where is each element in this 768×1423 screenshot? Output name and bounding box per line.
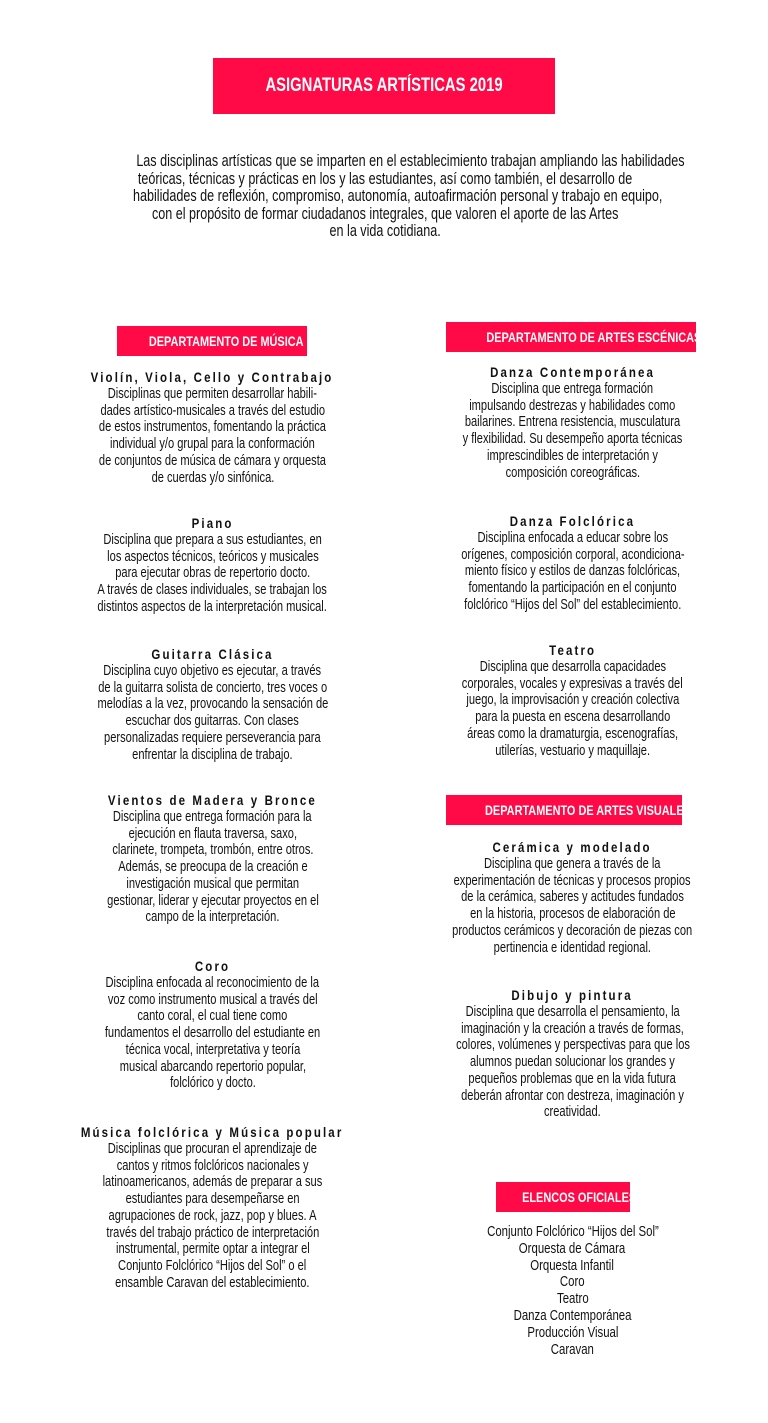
description-line: en la historia, procesos de elaboración de bbox=[469, 905, 676, 923]
description-line: Disciplinas que procuran el aprendizaje de bbox=[107, 1140, 318, 1157]
discipline-description bbox=[40, 532, 385, 616]
description-line: folclórico “Hijos del Sol” del establecimiento. bbox=[463, 595, 682, 613]
discipline-title bbox=[40, 1124, 385, 1141]
description-line: colores, volúmenes y perspectivas para que los bbox=[455, 1036, 690, 1054]
description-line: de la cerámica, saberes y actitudes fundados bbox=[461, 888, 684, 906]
discipline-title-text: Música folclórica y Música popular bbox=[81, 1124, 344, 1140]
description-line: Disciplina que entrega formación bbox=[491, 380, 654, 397]
intro-line bbox=[40, 187, 730, 205]
ensembles-label-text: ELENCOS OFICIALES bbox=[522, 1189, 637, 1205]
discipline-description bbox=[400, 659, 745, 759]
discipline-title bbox=[40, 646, 385, 663]
department-visual-label-text: DEPARTAMENTO DE ARTES VISUALES bbox=[485, 802, 691, 818]
ensemble-item bbox=[400, 1342, 745, 1359]
description-line: Disciplina que desarrolla capacidades bbox=[479, 658, 666, 675]
page-title-text: ASIGNATURAS ARTÍSTICAS 2019 bbox=[265, 75, 503, 96]
description-line: latinoamericanos, además de preparar a sus bbox=[102, 1173, 323, 1191]
intro-line-text: habilidades de reflexión, compromiso, autonomía, autoafirmación personal y trabajo en equipo, bbox=[132, 186, 663, 205]
ensembles-list bbox=[400, 1224, 745, 1358]
description-line: composición coreográficas. bbox=[505, 463, 640, 481]
description-line: gestionar, liderar y ejecutar proyectos en el bbox=[106, 891, 319, 909]
description-line: productos cerámicos y decoración de piezas con bbox=[452, 921, 693, 939]
description-line: deberán afrontar con destreza, imaginación y bbox=[461, 1086, 684, 1104]
discipline-music bbox=[40, 369, 385, 486]
discipline-title bbox=[400, 642, 745, 659]
description-line: fomentando la participación en el conjunto bbox=[468, 579, 677, 597]
discipline-title bbox=[40, 792, 385, 809]
discipline-music bbox=[40, 1124, 385, 1291]
description-line: de estos instrumentos, fomentando la práctica bbox=[98, 418, 327, 436]
discipline-title bbox=[400, 364, 745, 381]
description-line: los aspectos técnicos, teóricos y musicales bbox=[106, 547, 319, 565]
intro-paragraph bbox=[40, 152, 730, 240]
discipline-title-text: Cerámica y modelado bbox=[492, 839, 653, 855]
ensemble-item-text: Caravan bbox=[550, 1340, 595, 1358]
description-line: corporales, vocales y expresivas a través del bbox=[462, 674, 683, 692]
description-line: canto coral, el cual tiene como bbox=[137, 1007, 288, 1025]
description-line: ensamble Caravan del establecimiento. bbox=[115, 1273, 310, 1291]
intro-line-text: en la vida cotidiana. bbox=[329, 221, 441, 240]
department-music-label-text: DEPARTAMENTO DE MÚSICA bbox=[148, 333, 304, 349]
description-line: musical abarcando repertorio popular, bbox=[119, 1057, 306, 1075]
discipline-scenic bbox=[400, 513, 745, 614]
description-line: Disciplina enfocada a educar sobre los bbox=[477, 529, 668, 546]
ensemble-item-text: Teatro bbox=[556, 1290, 589, 1308]
intro-line bbox=[40, 170, 730, 188]
discipline-music bbox=[40, 646, 385, 763]
intro-line bbox=[40, 205, 730, 223]
description-line: A través de clases individuales, se trabajan los bbox=[97, 581, 328, 599]
description-line: impulsando destrezas y habilidades como bbox=[469, 396, 676, 414]
description-line: creatividad. bbox=[544, 1103, 601, 1121]
description-line: de la guitarra solista de concierto, tres voces o bbox=[98, 678, 327, 696]
discipline-description bbox=[400, 530, 745, 614]
discipline-title-text: Dibujo y pintura bbox=[511, 987, 634, 1003]
discipline-visual bbox=[400, 987, 745, 1121]
intro-line-text: teóricas, técnicas y prácticas en los y las estudiantes, así como también, el desarrollo de bbox=[137, 168, 633, 188]
discipline-description bbox=[400, 1004, 745, 1121]
description-line: Disciplina enfocada al reconocimiento de la bbox=[105, 974, 320, 991]
ensemble-item-text: Danza Contemporánea bbox=[513, 1306, 632, 1324]
description-line: dades artístico-musicales a través del estudio bbox=[100, 401, 325, 419]
discipline-title bbox=[400, 513, 745, 530]
description-line: de conjuntos de música de cámara y orquesta bbox=[98, 451, 327, 469]
discipline-description bbox=[400, 856, 745, 956]
ensemble-item bbox=[400, 1308, 745, 1325]
description-line: para la puesta en escena desarrollando bbox=[474, 708, 671, 726]
discipline-music bbox=[40, 515, 385, 616]
description-line: y flexibilidad. Su desempeño aporta técnicas bbox=[462, 430, 683, 448]
discipline-description bbox=[40, 1141, 385, 1291]
description-line: folclórico y docto. bbox=[169, 1074, 256, 1092]
discipline-title bbox=[400, 839, 745, 856]
ensemble-item bbox=[400, 1291, 745, 1308]
description-line: técnica vocal, interpretativa y teoría bbox=[125, 1040, 300, 1058]
description-line: voz como instrumento musical a través del bbox=[107, 990, 318, 1008]
description-line: Disciplinas que permiten desarrollar habili- bbox=[107, 385, 318, 402]
ensemble-item bbox=[400, 1241, 745, 1258]
description-line: imprescindibles de interpretación y bbox=[487, 446, 658, 464]
discipline-description bbox=[400, 381, 745, 481]
description-line: de cuerdas y/o sinfónica. bbox=[151, 468, 274, 486]
department-scenic-label bbox=[446, 322, 702, 352]
department-scenic-label-text: DEPARTAMENTO DE ARTES ESCÉNICAS bbox=[486, 329, 702, 345]
discipline-visual bbox=[400, 839, 745, 956]
description-line: Disciplina cuyo objetivo es ejecutar, a través bbox=[103, 662, 322, 679]
intro-line bbox=[40, 222, 730, 240]
ensemble-item-text: Conjunto Folclórico “Hijos del Sol” bbox=[486, 1223, 659, 1240]
discipline-title bbox=[40, 369, 385, 386]
description-line: experimentación de técnicas y procesos propios bbox=[454, 871, 691, 889]
description-line: campo de la interpretación. bbox=[145, 908, 280, 926]
ensemble-item-text: Producción Visual bbox=[526, 1323, 619, 1341]
description-line: Disciplina que entrega formación para la bbox=[113, 808, 312, 825]
discipline-title-text: Vientos de Madera y Bronce bbox=[107, 792, 317, 808]
description-line: estudiantes para desempeñarse en bbox=[125, 1190, 300, 1208]
description-line: escuchar dos guitarras. Con clases bbox=[125, 712, 300, 730]
description-line: melodías a la vez, provocando la sensación de bbox=[97, 695, 328, 713]
discipline-title-text: Guitarra Clásica bbox=[151, 646, 274, 662]
description-line: través del trabajo práctico de interpretación bbox=[106, 1223, 319, 1241]
description-line: Conjunto Folclórico “Hijos del Sol” o el bbox=[118, 1256, 307, 1274]
discipline-music bbox=[40, 958, 385, 1092]
discipline-title-text: Danza Contemporánea bbox=[490, 364, 655, 380]
discipline-title-text: Danza Folclórica bbox=[509, 513, 636, 529]
description-line: Disciplina que prepara a sus estudiantes, en bbox=[103, 531, 322, 548]
ensembles-label bbox=[496, 1182, 637, 1212]
discipline-scenic bbox=[400, 642, 745, 759]
description-line: áreas como la dramaturgia, escenografías, bbox=[466, 724, 679, 742]
discipline-title-text: Violín, Viola, Cello y Contrabajo bbox=[91, 369, 334, 385]
description-line: alumnos puedan solucionar los grandes y bbox=[470, 1053, 675, 1071]
description-line: investigación musical que permitan bbox=[126, 874, 299, 892]
discipline-scenic bbox=[400, 364, 745, 481]
discipline-title-text: Teatro bbox=[548, 642, 597, 658]
department-music-label bbox=[117, 326, 307, 356]
ensemble-item bbox=[400, 1274, 745, 1291]
description-line: miento físico y estilos de danzas folclóricas, bbox=[464, 562, 681, 580]
discipline-title-text: Piano bbox=[191, 515, 234, 531]
ensemble-item bbox=[400, 1258, 745, 1275]
ensemble-item bbox=[400, 1224, 745, 1241]
intro-line bbox=[40, 152, 730, 170]
description-line: personalizadas requiere perseverancia para bbox=[104, 728, 321, 746]
description-line: ejecución en flauta traversa, saxo, bbox=[128, 824, 297, 842]
description-line: enfrentar la disciplina de trabajo. bbox=[132, 745, 293, 763]
description-line: imaginación y la creación a través de formas, bbox=[461, 1019, 684, 1037]
intro-line-text: Las disciplinas artísticas que se imparten en el establecimiento trabajan ampliando las habilidades bbox=[136, 151, 685, 170]
description-line: pequeños problemas que en la vida futura bbox=[468, 1069, 677, 1087]
description-line: distintos aspectos de la interpretación musical. bbox=[97, 597, 328, 615]
ensemble-item-text: Coro bbox=[560, 1273, 585, 1291]
description-line: orígenes, composición corporal, acondiciona- bbox=[460, 545, 685, 563]
discipline-description bbox=[40, 975, 385, 1092]
description-line: agrupaciones de rock, jazz, pop y blues. A bbox=[108, 1206, 317, 1224]
description-line: utilerías, vestuario y maquillaje. bbox=[495, 741, 650, 759]
description-line: Disciplina que desarrolla el pensamiento, la bbox=[465, 1003, 680, 1020]
discipline-title bbox=[40, 958, 385, 975]
description-line: instrumental, permite optar a integrar el bbox=[115, 1240, 310, 1258]
discipline-description bbox=[40, 663, 385, 763]
description-line: bailarines. Entrena resistencia, musculatura bbox=[464, 413, 681, 431]
discipline-title-text: Coro bbox=[194, 958, 231, 974]
department-visual-label bbox=[446, 795, 691, 825]
description-line: fundamentos el desarrollo del estudiante en bbox=[104, 1024, 321, 1042]
description-line: individual y/o grupal para la conformación bbox=[110, 435, 315, 453]
description-line: cantos y ritmos folclóricos nacionales y bbox=[116, 1156, 309, 1174]
ensemble-item-text: Orquesta Infantil bbox=[530, 1256, 615, 1274]
description-line: juego, la improvisación y creación colectiva bbox=[466, 691, 679, 709]
discipline-description bbox=[40, 386, 385, 486]
description-line: pertinencia e identidad regional. bbox=[493, 938, 652, 956]
page-title bbox=[213, 58, 555, 114]
intro-line-text: con el propósito de formar ciudadanos integrales, que valoren el aporte de las Artes bbox=[151, 203, 619, 223]
description-line: Además, se preocupa de la creación e bbox=[117, 858, 308, 876]
description-line: Disciplina que genera a través de la bbox=[484, 855, 661, 872]
ensemble-item-text: Orquesta de Cámara bbox=[519, 1239, 626, 1257]
discipline-title bbox=[400, 987, 745, 1004]
discipline-title bbox=[40, 515, 385, 532]
discipline-description bbox=[40, 809, 385, 926]
ensemble-item bbox=[400, 1325, 745, 1342]
description-line: clarinete, trompeta, trombón, entre otros. bbox=[111, 841, 314, 859]
description-line: para ejecutar obras de repertorio docto. bbox=[115, 564, 310, 582]
discipline-music bbox=[40, 792, 385, 926]
